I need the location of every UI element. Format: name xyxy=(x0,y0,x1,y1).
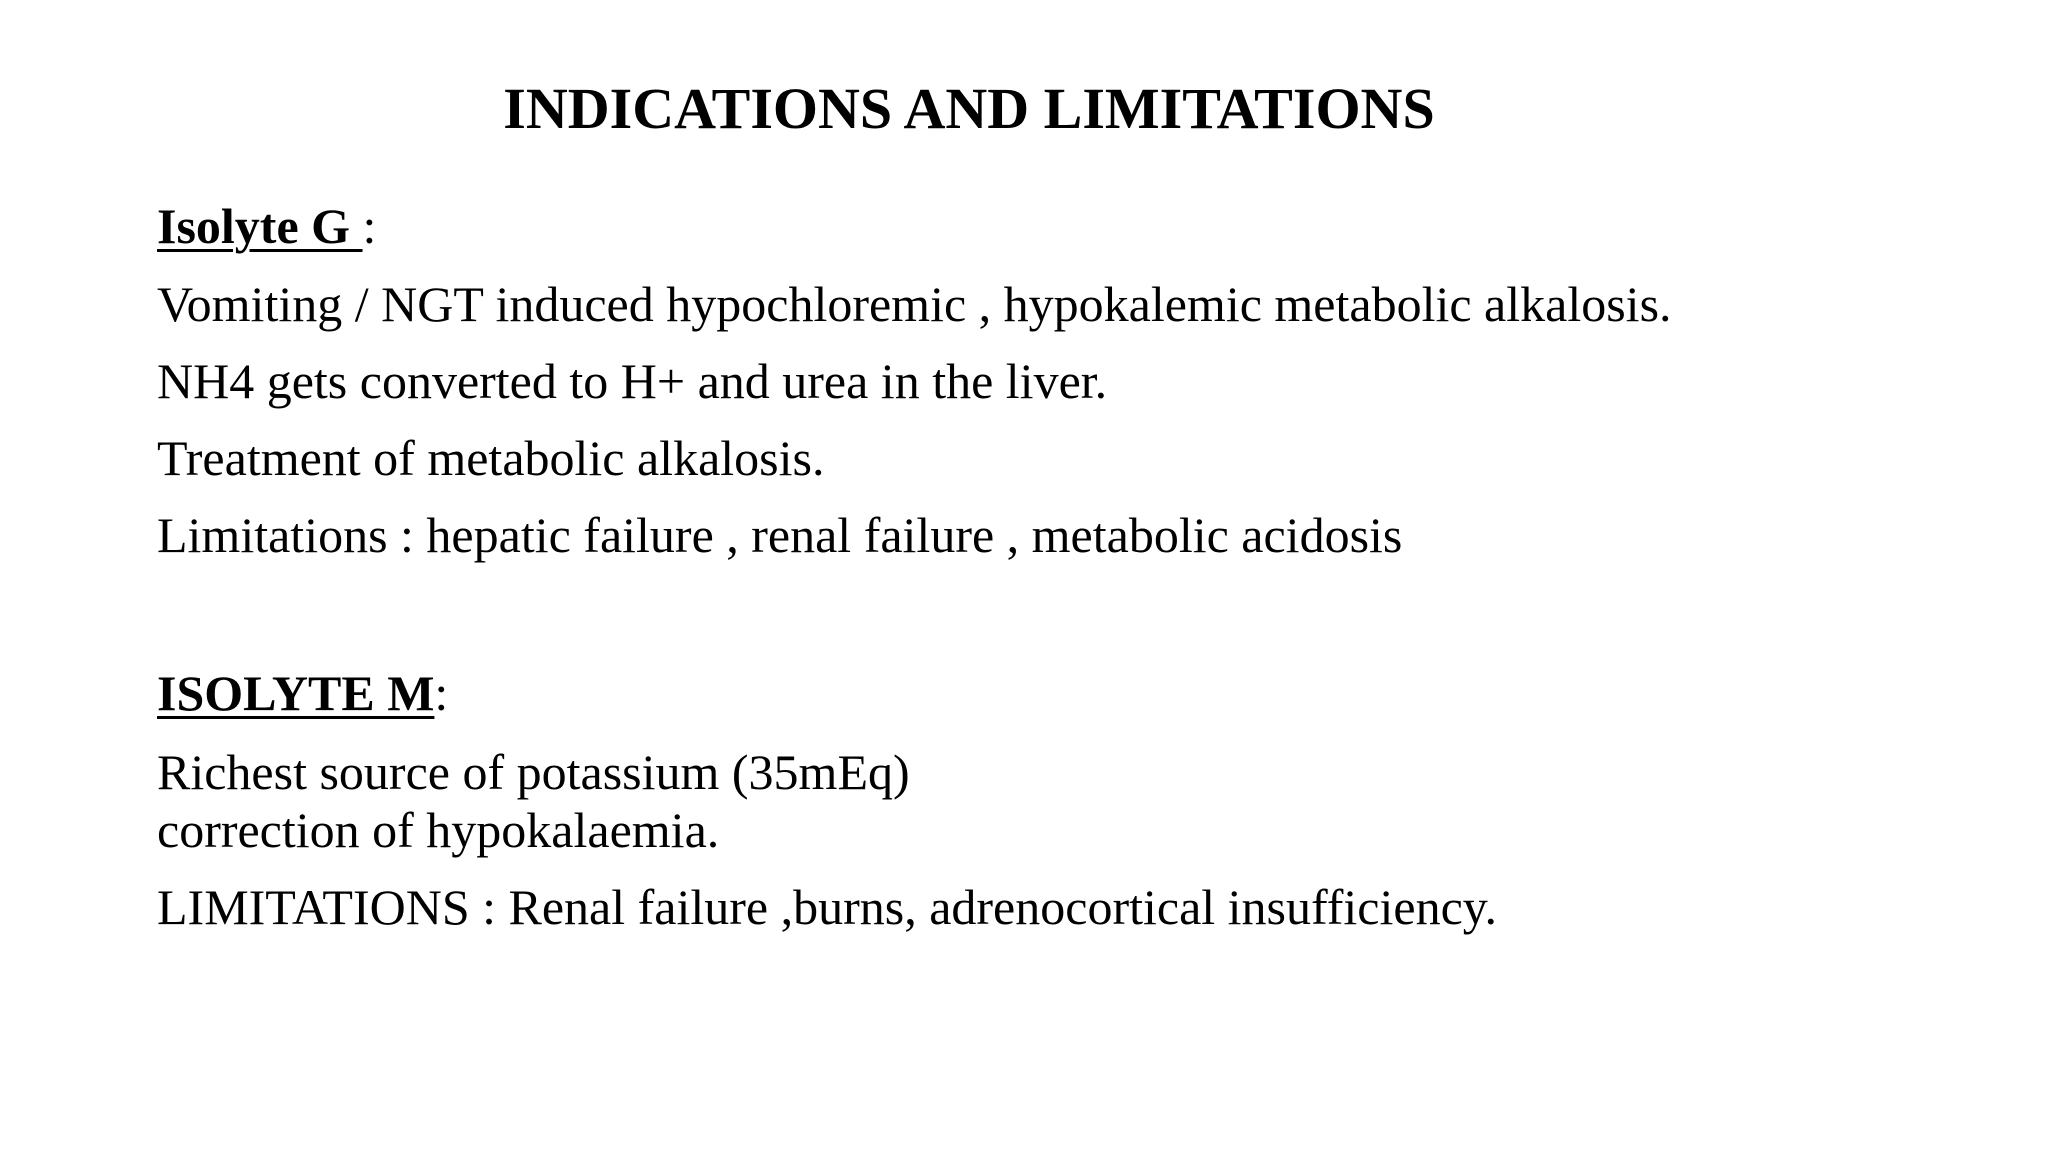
body-line: Limitations : hepatic failure , renal failure , metabolic acidosis xyxy=(157,507,1403,563)
heading-colon: : xyxy=(434,665,449,721)
section-heading-isolyte-m xyxy=(157,663,448,723)
body-line: Treatment of metabolic alkalosis. xyxy=(157,430,825,486)
body-line: NH4 gets converted to H+ and urea in the liver. xyxy=(157,353,1108,409)
section-heading-isolyte-g xyxy=(157,196,376,256)
heading-colon: : xyxy=(362,198,377,254)
body-line: Richest source of potassium (35mEq) xyxy=(157,744,910,800)
body-line: Vomiting / NGT induced hypochloremic , hypokalemic metabolic alkalosis. xyxy=(157,276,1672,332)
section-heading-text: Isolyte G xyxy=(157,198,363,254)
body-line: correction of hypokalaemia. xyxy=(157,802,720,858)
body-line: LIMITATIONS : Renal failure ,burns, adrenocortical insufficiency. xyxy=(157,879,1498,935)
slide-title: INDICATIONS AND LIMITATIONS xyxy=(503,76,1435,141)
section-heading-text: ISOLYTE M xyxy=(157,665,435,721)
